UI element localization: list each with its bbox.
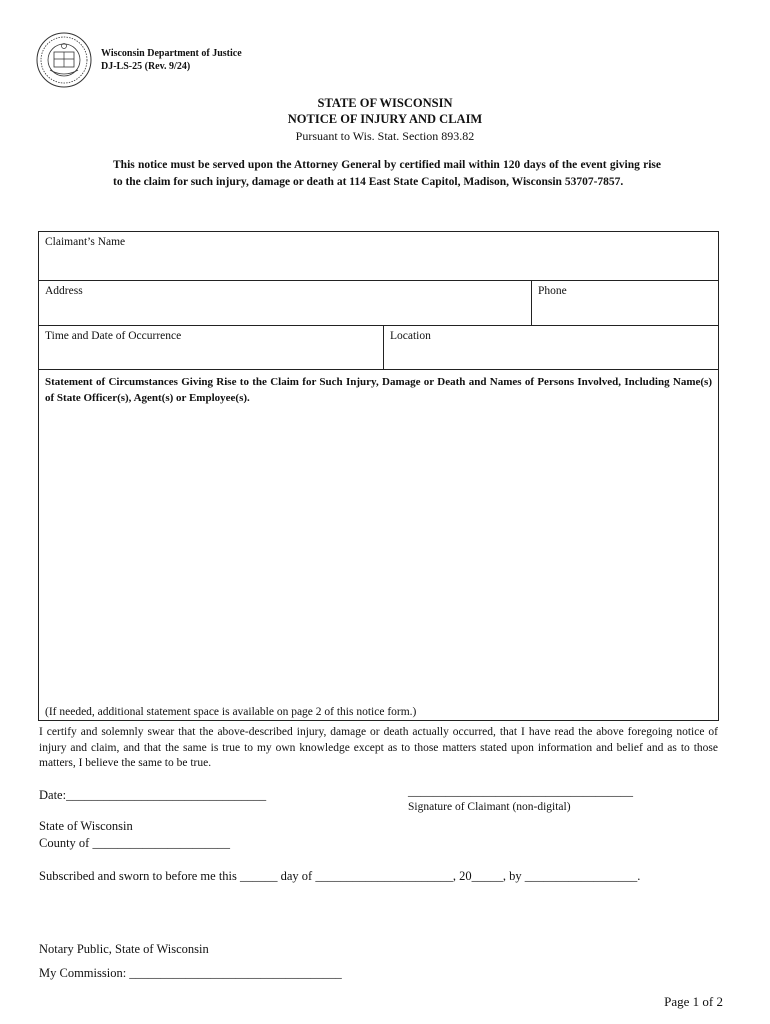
location-label: Location [390, 330, 431, 342]
form-title [0, 96, 770, 144]
service-notice: This notice must be served upon the Attorney General by certified mail within 120 days of the event giving rise to the claim for such injury, damage or death at 114 East State Capitol, Madison, Wisconsin 53707-7857. [113, 159, 661, 188]
agency-name: Wisconsin Department of Justice [101, 48, 242, 59]
claimant-name-label: Claimant’s Name [45, 236, 126, 248]
location-field[interactable] [383, 325, 719, 370]
statement-title: Statement of Circumstances Giving Rise to the Claim for Such Injury, Damage or Death and Names of Persons Involved, Including Name(s) of State Officer(s), Agent(s) or Employee(s). [45, 376, 712, 404]
state-line: State of Wisconsin [39, 819, 133, 833]
title-line-2: NOTICE OF INJURY AND CLAIM [287, 112, 483, 126]
date-line[interactable]: Date:________________________________ [39, 788, 267, 802]
phone-label: Phone [538, 285, 567, 297]
claimant-name-field[interactable] [38, 231, 719, 281]
page-number: Page 1 of 2 [664, 994, 723, 1009]
commission-line[interactable]: My Commission: __________________________________ [39, 966, 342, 980]
statement-field[interactable] [38, 369, 719, 721]
agency-header [101, 47, 242, 73]
address-label: Address [45, 285, 83, 297]
address-field[interactable] [38, 280, 532, 326]
form-id: DJ-LS-25 (Rev. 9/24) [101, 61, 191, 72]
title-line-3: Pursuant to Wis. Stat. Section 893.82 [295, 129, 475, 143]
signature-line[interactable]: ____________________________________ [408, 784, 633, 798]
phone-field[interactable] [531, 280, 719, 326]
subscribed-line[interactable]: Subscribed and sworn to before me this ______ day of ______________________, 20_____, by __________________. [39, 869, 641, 883]
state-seal-icon [36, 32, 92, 88]
notary-line: Notary Public, State of Wisconsin [39, 942, 209, 956]
time-date-label: Time and Date of Occurrence [45, 330, 182, 342]
county-line[interactable]: County of ______________________ [39, 836, 230, 850]
certification-text: I certify and solemnly swear that the above-described injury, damage or death actually occurred, that I have read the above foregoing notice of injury and claim, and that the same is true to my own knowledge except as to those matters stated upon information and belief and as to those matters, I believe the same to be true. [39, 726, 718, 769]
time-date-field[interactable] [38, 325, 384, 370]
signature-label: Signature of Claimant (non-digital) [408, 801, 571, 813]
title-line-1: STATE OF WISCONSIN [317, 96, 453, 110]
statement-note: (If needed, additional statement space is available on page 2 of this notice form.) [45, 706, 417, 718]
